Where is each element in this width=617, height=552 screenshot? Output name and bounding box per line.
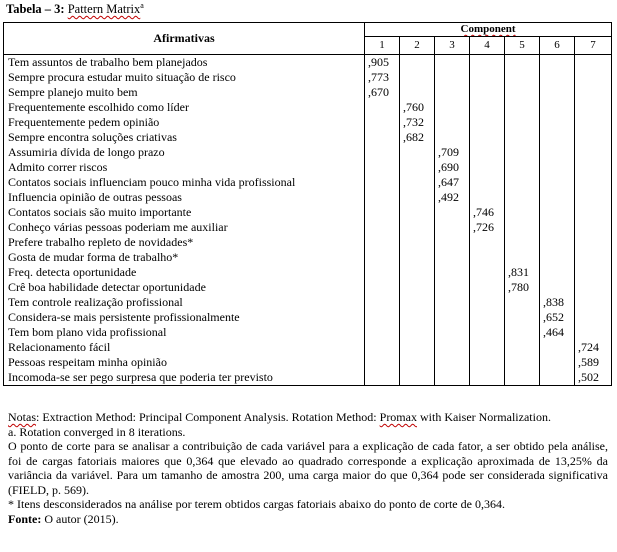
loading-cell-c3: ,690 xyxy=(435,160,470,175)
table-row xyxy=(4,250,612,265)
loading-cell-c7 xyxy=(575,160,612,175)
loading-cell-c4 xyxy=(470,340,505,355)
loading-cell-c6 xyxy=(540,355,575,370)
loading-cell-c5 xyxy=(505,355,540,370)
table-row xyxy=(4,70,612,85)
table-row xyxy=(4,190,612,205)
table-row xyxy=(4,115,612,130)
loading-cell-c6 xyxy=(540,70,575,85)
notes-disregarded: * Itens desconsiderados na análise por terem obtidos cargas fatoriais abaixo do ponto de corte de 0,364. xyxy=(8,497,505,511)
loading-cell-c1 xyxy=(365,340,400,355)
loading-cell-c7: ,502 xyxy=(575,370,612,386)
loading-cell-c7 xyxy=(575,205,612,220)
loading-cell-c3 xyxy=(435,355,470,370)
item-label: Sempre planejo muito bem xyxy=(4,85,365,100)
loading-cell-c2 xyxy=(400,85,435,100)
loading-cell-c1 xyxy=(365,370,400,386)
table-notes xyxy=(8,410,608,526)
loading-cell-c6 xyxy=(540,160,575,175)
loading-cell-c2 xyxy=(400,295,435,310)
table-row xyxy=(4,340,612,355)
loading-cell-c5 xyxy=(505,100,540,115)
notes-explanation: O ponto de corte para se analisar a contribuição de cada variável para a explicação de cada fator, a ser obtido pela análise, foi de cargas fatoriais maiores que 0,364 que elevado ao quadrado corresponde a explicação aproximada de 13,25% da variância da variável. Para um tamanho de amostra 200, uma carga maior do que 0,364 pode ser considerada significativa (FIELD, p. 569). xyxy=(8,439,608,497)
loading-cell-c6 xyxy=(540,175,575,190)
loading-cell-c2 xyxy=(400,370,435,386)
loading-cell-c7 xyxy=(575,190,612,205)
loading-cell-c1 xyxy=(365,190,400,205)
loading-cell-c5 xyxy=(505,205,540,220)
table-row xyxy=(4,220,612,235)
loading-cell-c5: ,831 xyxy=(505,265,540,280)
item-label: Frequentemente escolhido como líder xyxy=(4,100,365,115)
table-row xyxy=(4,55,612,71)
loading-cell-c3: ,492 xyxy=(435,190,470,205)
notes-text: : Extraction Method: Principal Component Analysis. Rotation Method: xyxy=(36,410,380,424)
item-label: Conheço várias pessoas poderiam me auxiliar xyxy=(4,220,365,235)
header-component-text: Component xyxy=(460,23,516,35)
table-row xyxy=(4,175,612,190)
item-label: Incomoda-se ser pego surpresa que poderia ter previsto xyxy=(4,370,365,386)
loading-cell-c6 xyxy=(540,205,575,220)
loading-cell-c6 xyxy=(540,145,575,160)
loading-cell-c2 xyxy=(400,235,435,250)
loading-cell-c5 xyxy=(505,190,540,205)
loading-cell-c3 xyxy=(435,205,470,220)
loading-cell-c2 xyxy=(400,325,435,340)
loading-cell-c6 xyxy=(540,115,575,130)
item-label: Prefere trabalho repleto de novidades* xyxy=(4,235,365,250)
loading-cell-c7 xyxy=(575,310,612,325)
loading-cell-c3 xyxy=(435,235,470,250)
table-row xyxy=(4,235,612,250)
loading-cell-c2 xyxy=(400,250,435,265)
loading-cell-c7 xyxy=(575,85,612,100)
component-number-7: 7 xyxy=(575,37,612,55)
notes-rotation: a. Rotation converged in 8 iterations. xyxy=(8,424,186,439)
item-label: Sempre encontra soluções criativas xyxy=(4,130,365,145)
loading-cell-c7 xyxy=(575,115,612,130)
loading-cell-c4 xyxy=(470,190,505,205)
loading-cell-c4 xyxy=(470,355,505,370)
table-row xyxy=(4,370,612,386)
pattern-matrix-table xyxy=(3,22,612,386)
component-number-5: 5 xyxy=(505,37,540,55)
loading-cell-c2: ,682 xyxy=(400,130,435,145)
loading-cell-c3 xyxy=(435,115,470,130)
loading-cell-c3 xyxy=(435,220,470,235)
notes-extraction xyxy=(8,410,608,425)
item-label: Contatos sociais são muito importante xyxy=(4,205,365,220)
loading-cell-c7 xyxy=(575,145,612,160)
loading-cell-c6 xyxy=(540,55,575,71)
loading-cell-c4 xyxy=(470,280,505,295)
item-label: Assumiria dívida de longo prazo xyxy=(4,145,365,160)
loading-cell-c4 xyxy=(470,115,505,130)
item-label: Freq. detecta oportunidade xyxy=(4,265,365,280)
table-row xyxy=(4,100,612,115)
loading-cell-c3 xyxy=(435,70,470,85)
loading-cell-c1 xyxy=(365,235,400,250)
loading-cell-c1 xyxy=(365,100,400,115)
loading-cell-c2 xyxy=(400,280,435,295)
table-row xyxy=(4,85,612,100)
table-row xyxy=(4,265,612,280)
component-number-6: 6 xyxy=(540,37,575,55)
loading-cell-c7 xyxy=(575,325,612,340)
loading-cell-c5 xyxy=(505,325,540,340)
loading-cell-c2 xyxy=(400,190,435,205)
item-label: Admito correr riscos xyxy=(4,160,365,175)
loading-cell-c3 xyxy=(435,100,470,115)
item-label: Crê boa habilidade detectar oportunidade xyxy=(4,280,365,295)
loading-cell-c2 xyxy=(400,175,435,190)
loading-cell-c5 xyxy=(505,160,540,175)
loading-cell-c1 xyxy=(365,175,400,190)
loading-cell-c4 xyxy=(470,145,505,160)
loading-cell-c5 xyxy=(505,340,540,355)
table-row xyxy=(4,130,612,145)
loading-cell-c7 xyxy=(575,265,612,280)
loading-cell-c6 xyxy=(540,265,575,280)
loading-cell-c5 xyxy=(505,145,540,160)
loading-cell-c5 xyxy=(505,115,540,130)
loading-cell-c2 xyxy=(400,220,435,235)
loading-cell-c1 xyxy=(365,160,400,175)
loading-cell-c5 xyxy=(505,370,540,386)
loading-cell-c1 xyxy=(365,325,400,340)
table-row xyxy=(4,205,612,220)
loading-cell-c1 xyxy=(365,145,400,160)
loading-cell-c4 xyxy=(470,250,505,265)
loading-cell-c6 xyxy=(540,190,575,205)
loading-cell-c2 xyxy=(400,340,435,355)
loading-cell-c4: ,726 xyxy=(470,220,505,235)
loading-cell-c3 xyxy=(435,370,470,386)
loading-cell-c4 xyxy=(470,295,505,310)
notes-promax: Promax xyxy=(379,410,417,424)
loading-cell-c4 xyxy=(470,160,505,175)
loading-cell-c6 xyxy=(540,250,575,265)
loading-cell-c3 xyxy=(435,340,470,355)
table-title xyxy=(6,2,144,17)
loading-cell-c1: ,773 xyxy=(365,70,400,85)
loading-cell-c7: ,589 xyxy=(575,355,612,370)
loading-cell-c3 xyxy=(435,55,470,71)
loading-cell-c6 xyxy=(540,370,575,386)
loading-cell-c5 xyxy=(505,175,540,190)
item-label: Sempre procura estudar muito situação de risco xyxy=(4,70,365,85)
item-label: Tem bom plano vida profissional xyxy=(4,325,365,340)
item-label: Relacionamento fácil xyxy=(4,340,365,355)
loading-cell-c7 xyxy=(575,220,612,235)
item-label: Influencia opinião de outras pessoas xyxy=(4,190,365,205)
loading-cell-c6 xyxy=(540,100,575,115)
loading-cell-c1 xyxy=(365,130,400,145)
loading-cell-c6 xyxy=(540,130,575,145)
loading-cell-c1 xyxy=(365,250,400,265)
loading-cell-c1: ,670 xyxy=(365,85,400,100)
table-row xyxy=(4,160,612,175)
loading-cell-c2 xyxy=(400,70,435,85)
loading-cell-c3 xyxy=(435,280,470,295)
loading-cell-c7 xyxy=(575,295,612,310)
loading-cell-c4 xyxy=(470,85,505,100)
loading-cell-c2 xyxy=(400,160,435,175)
table-row xyxy=(4,325,612,340)
table-row xyxy=(4,295,612,310)
loading-cell-c5: ,780 xyxy=(505,280,540,295)
loading-cell-c7 xyxy=(575,235,612,250)
loading-cell-c1 xyxy=(365,115,400,130)
loading-cell-c3 xyxy=(435,310,470,325)
loading-cell-c2 xyxy=(400,310,435,325)
loading-cell-c4 xyxy=(470,310,505,325)
loading-cell-c6 xyxy=(540,280,575,295)
fonte-text: O autor (2015). xyxy=(41,511,119,526)
item-label: Pessoas respeitam minha opinião xyxy=(4,355,365,370)
loading-cell-c4 xyxy=(470,265,505,280)
loading-cell-c6 xyxy=(540,340,575,355)
loading-cell-c7 xyxy=(575,250,612,265)
loading-cell-c5 xyxy=(505,220,540,235)
loading-cell-c5 xyxy=(505,310,540,325)
loading-cell-c1 xyxy=(365,310,400,325)
loading-cell-c4 xyxy=(470,175,505,190)
notes-fonte xyxy=(8,512,608,527)
loading-cell-c1 xyxy=(365,295,400,310)
loading-cell-c4 xyxy=(470,70,505,85)
loading-cell-c4: ,746 xyxy=(470,205,505,220)
loading-cell-c1 xyxy=(365,265,400,280)
item-label: Gosta de mudar forma de trabalho* xyxy=(4,250,365,265)
loading-cell-c7: ,724 xyxy=(575,340,612,355)
loading-cell-c5 xyxy=(505,295,540,310)
loading-cell-c3: ,709 xyxy=(435,145,470,160)
loading-cell-c1 xyxy=(365,220,400,235)
loading-cell-c5 xyxy=(505,130,540,145)
loading-cell-c6: ,464 xyxy=(540,325,575,340)
loading-cell-c5 xyxy=(505,85,540,100)
notes-label: Notas xyxy=(8,410,36,424)
table-title-text: Pattern Matrix xyxy=(67,2,141,16)
loading-cell-c7 xyxy=(575,70,612,85)
loading-cell-c7 xyxy=(575,130,612,145)
table-title-label: Tabela – 3: xyxy=(6,2,65,16)
loading-cell-c4 xyxy=(470,55,505,71)
loading-cell-c2 xyxy=(400,355,435,370)
loading-cell-c2 xyxy=(400,55,435,71)
loading-cell-c2 xyxy=(400,145,435,160)
loading-cell-c7 xyxy=(575,175,612,190)
loading-cell-c3 xyxy=(435,130,470,145)
loading-cell-c7 xyxy=(575,280,612,295)
loading-cell-c6: ,838 xyxy=(540,295,575,310)
header-component xyxy=(365,23,612,37)
loading-cell-c3 xyxy=(435,295,470,310)
loading-cell-c6 xyxy=(540,220,575,235)
table-row xyxy=(4,280,612,295)
table-row xyxy=(4,310,612,325)
loading-cell-c4 xyxy=(470,370,505,386)
item-label: Considera-se mais persistente profissionalmente xyxy=(4,310,365,325)
component-number-4: 4 xyxy=(470,37,505,55)
loading-cell-c3 xyxy=(435,325,470,340)
component-number-2: 2 xyxy=(400,37,435,55)
table-title-sup: a xyxy=(140,0,144,10)
loading-cell-c6 xyxy=(540,85,575,100)
loading-cell-c5 xyxy=(505,250,540,265)
item-label: Tem controle realização profissional xyxy=(4,295,365,310)
loading-cell-c7 xyxy=(575,55,612,71)
loading-cell-c5 xyxy=(505,70,540,85)
loading-cell-c3 xyxy=(435,85,470,100)
header-afirmativas: Afirmativas xyxy=(4,23,365,55)
loading-cell-c4 xyxy=(470,100,505,115)
loading-cell-c1: ,905 xyxy=(365,55,400,71)
loading-cell-c1 xyxy=(365,205,400,220)
loading-cell-c6: ,652 xyxy=(540,310,575,325)
loading-cell-c5 xyxy=(505,55,540,71)
component-number-3: 3 xyxy=(435,37,470,55)
loading-cell-c4 xyxy=(470,325,505,340)
loading-cell-c3 xyxy=(435,250,470,265)
loading-cell-c7 xyxy=(575,100,612,115)
table-row xyxy=(4,355,612,370)
loading-cell-c2 xyxy=(400,265,435,280)
loading-cell-c2 xyxy=(400,205,435,220)
loading-cell-c2: ,732 xyxy=(400,115,435,130)
fonte-label: Fonte: xyxy=(8,511,42,526)
item-label: Contatos sociais influenciam pouco minha vida profissional xyxy=(4,175,365,190)
loading-cell-c6 xyxy=(540,235,575,250)
loading-cell-c4 xyxy=(470,235,505,250)
component-number-1: 1 xyxy=(365,37,400,55)
loading-cell-c5 xyxy=(505,235,540,250)
notes-text-end: with Kaiser Normalization. xyxy=(416,410,551,424)
item-label: Tem assuntos de trabalho bem planejados xyxy=(4,55,365,71)
item-label: Frequentemente pedem opinião xyxy=(4,115,365,130)
matrix-body xyxy=(4,55,612,386)
loading-cell-c4 xyxy=(470,130,505,145)
loading-cell-c3 xyxy=(435,265,470,280)
table-row xyxy=(4,145,612,160)
loading-cell-c3: ,647 xyxy=(435,175,470,190)
loading-cell-c1 xyxy=(365,355,400,370)
loading-cell-c1 xyxy=(365,280,400,295)
loading-cell-c2: ,760 xyxy=(400,100,435,115)
